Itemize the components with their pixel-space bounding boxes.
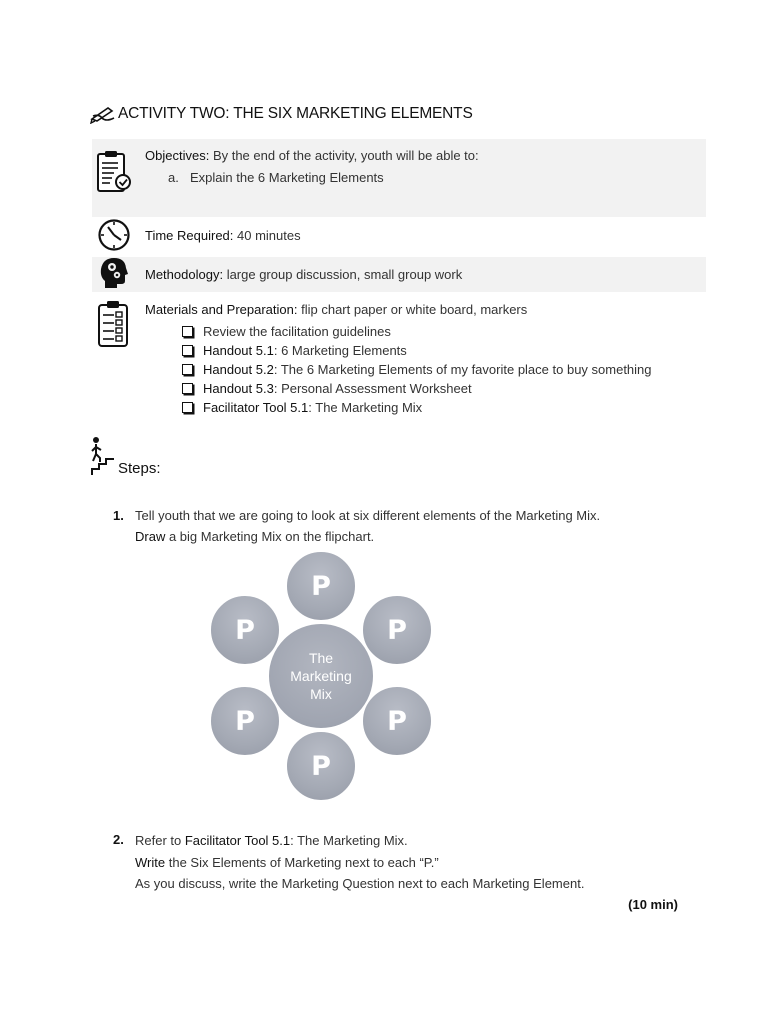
time-text: 40 minutes bbox=[237, 228, 301, 243]
methodology-line bbox=[145, 265, 462, 284]
materials-list bbox=[182, 322, 652, 417]
step-2-text bbox=[135, 830, 584, 895]
materials-label: Materials and Preparation: bbox=[145, 302, 298, 317]
marketing-p-lower-right: P bbox=[362, 686, 432, 756]
clipboard-check-icon bbox=[96, 149, 132, 195]
checkbox-icon bbox=[182, 364, 193, 375]
objectives-item-text: Explain the 6 Marketing Elements bbox=[190, 170, 384, 185]
step-2-line-2: Write the Six Elements of Marketing next to each “P.” bbox=[135, 854, 439, 870]
person-climbing-stairs-icon bbox=[90, 436, 118, 476]
marketing-mix-center: The Marketing Mix bbox=[268, 623, 374, 729]
time-line bbox=[145, 226, 301, 245]
marketing-p-upper-left: P bbox=[210, 595, 280, 665]
materials-item: Facilitator Tool 5.1: The Marketing Mix bbox=[182, 398, 652, 417]
marketing-p-upper-right: P bbox=[362, 595, 432, 665]
step-2-number: 2. bbox=[113, 832, 124, 847]
objectives-item-marker: a. bbox=[168, 170, 179, 185]
steps-title: Steps: bbox=[118, 460, 161, 477]
checkbox-icon bbox=[182, 345, 193, 356]
materials-item: Handout 5.2: The 6 Marketing Elements of my favorite place to buy something bbox=[182, 360, 652, 379]
objectives-text: By the end of the activity, youth will be able to: bbox=[212, 148, 479, 163]
time-label: Time Required: bbox=[145, 228, 234, 243]
step-1-line-1: Tell youth that we are going to look at six different elements of the Marketing Mix. bbox=[135, 508, 601, 523]
checkbox-icon bbox=[182, 402, 193, 413]
clipboard-list-icon bbox=[97, 300, 131, 348]
materials-line bbox=[145, 300, 527, 319]
step-2-duration: (10 min) bbox=[628, 897, 678, 912]
methodology-text: large group discussion, small group work bbox=[226, 267, 463, 282]
marketing-p-top: P bbox=[286, 551, 356, 621]
activity-title-text: ACTIVITY TWO: THE SIX MARKETING ELEMENTS bbox=[118, 105, 473, 122]
step-2-line-1: Refer to Facilitator Tool 5.1: The Marketing Mix. bbox=[135, 833, 408, 848]
step-1-line-2: Draw a big Marketing Mix on the flipchart. bbox=[135, 529, 375, 544]
writing-hand-icon bbox=[90, 104, 116, 124]
step-1-text bbox=[135, 506, 600, 546]
materials-text: flip chart paper or white board, markers bbox=[301, 302, 528, 317]
objectives-item bbox=[168, 168, 384, 187]
objectives-label: Objectives: bbox=[145, 148, 210, 163]
methodology-label: Methodology: bbox=[145, 267, 224, 282]
step-2-line-3: As you discuss, write the Marketing Question next to each Marketing Element. bbox=[135, 876, 585, 891]
checkbox-icon bbox=[182, 383, 193, 394]
materials-item: Review the facilitation guidelines bbox=[182, 322, 652, 341]
activity-title bbox=[90, 104, 473, 124]
marketing-p-lower-left: P bbox=[210, 686, 280, 756]
objectives-line bbox=[145, 146, 479, 165]
clock-icon bbox=[97, 218, 131, 252]
materials-item: Handout 5.1: 6 Marketing Elements bbox=[182, 341, 652, 360]
step-1-number: 1. bbox=[113, 508, 124, 523]
head-gears-icon bbox=[99, 256, 129, 290]
materials-item: Handout 5.3: Personal Assessment Worksheet bbox=[182, 379, 652, 398]
checkbox-icon bbox=[182, 326, 193, 337]
marketing-p-bottom: P bbox=[286, 731, 356, 801]
